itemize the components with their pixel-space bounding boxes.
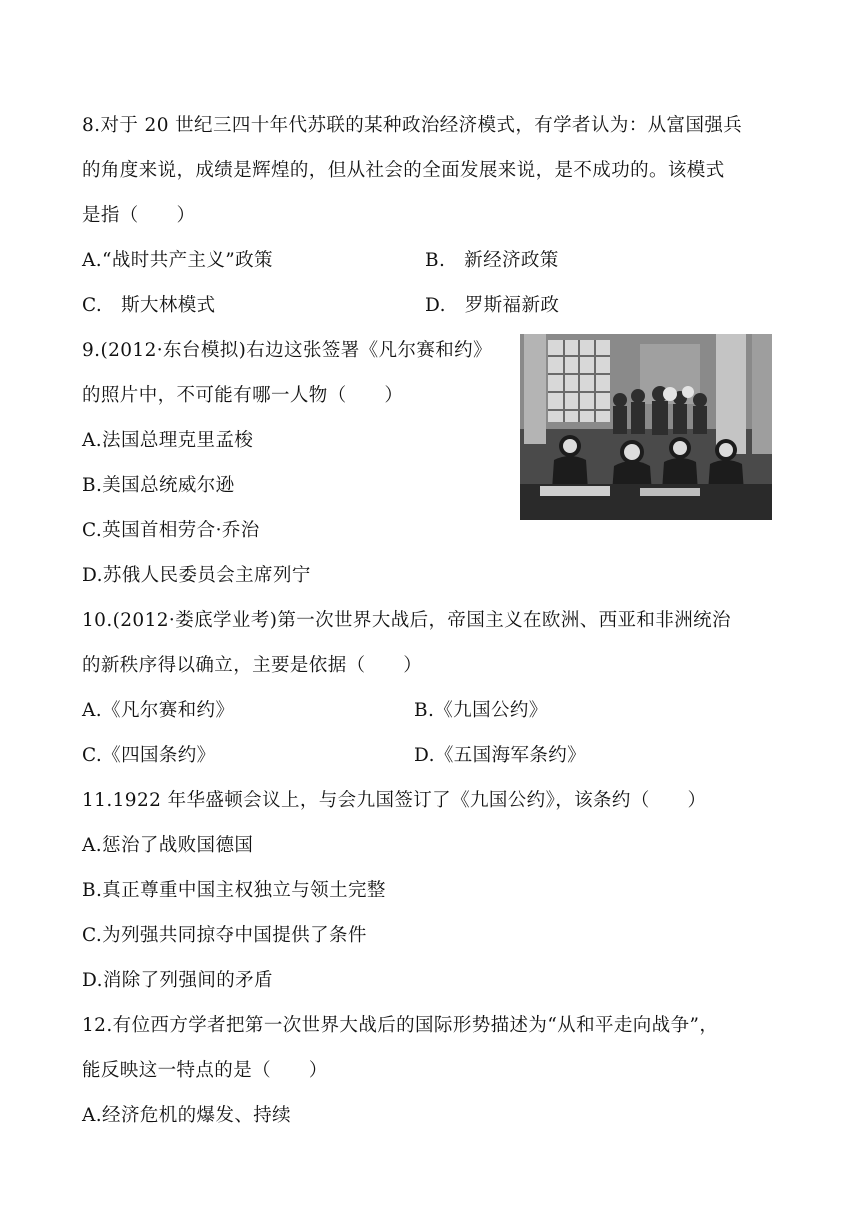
versailles-signing-photo	[520, 334, 772, 520]
q11-option-a: A.惩治了战败国德国	[82, 835, 254, 856]
q9-option-d: D.苏俄人民委员会主席列宁	[82, 565, 311, 586]
q8-option-b: B. 新经济政策	[425, 250, 559, 271]
q9-option-b: B.美国总统威尔逊	[82, 475, 235, 496]
q10-option-c: C.《四国条约》	[82, 745, 216, 766]
q9-option-c: C.英国首相劳合·乔治	[82, 520, 260, 541]
q8-option-d: D. 罗斯福新政	[425, 295, 560, 316]
q9-stem-line2: 的照片中，不可能有哪一人物（ ）	[82, 385, 404, 406]
q8-stem-line1: 8.对于 20 世纪三四十年代苏联的某种政治经济模式，有学者认为：从富国强兵	[82, 115, 743, 136]
q8-stem-line3: 是指（ ）	[82, 205, 196, 226]
q11-option-b: B.真正尊重中国主权独立与领土完整	[82, 880, 386, 901]
q10-option-b: B.《九国公约》	[414, 700, 548, 721]
q9-option-a: A.法国总理克里孟梭	[82, 430, 254, 451]
q9-stem-line1: 9.(2012·东台模拟)右边这张签署《凡尔赛和约》	[82, 340, 492, 361]
q10-stem-line1: 10.(2012·娄底学业考)第一次世界大战后，帝国主义在欧洲、西亚和非洲统治	[82, 610, 731, 631]
q10-stem-line2: 的新秩序得以确立，主要是依据（ ）	[82, 655, 423, 676]
q12-stem-line1: 12.有位西方学者把第一次世界大战后的国际形势描述为“从和平走向战争”，	[82, 1015, 719, 1036]
q8-option-a: A.“战时共产主义”政策	[82, 250, 273, 271]
q8-stem-line2: 的角度来说，成绩是辉煌的，但从社会的全面发展来说，是不成功的。该模式	[82, 160, 725, 181]
q11-option-d: D.消除了列强间的矛盾	[82, 970, 273, 991]
q12-stem-line2: 能反映这一特点的是（ ）	[82, 1060, 328, 1081]
q8-option-c: C. 斯大林模式	[82, 295, 216, 316]
q11-option-c: C.为列强共同掠夺中国提供了条件	[82, 925, 367, 946]
q11-stem-line1: 11.1922 年华盛顿会议上，与会九国签订了《九国公约》，该条约（ ）	[82, 790, 707, 811]
q10-option-a: A.《凡尔赛和约》	[82, 700, 235, 721]
q12-option-a: A.经济危机的爆发、持续	[82, 1105, 292, 1126]
q10-option-d: D.《五国海军条约》	[414, 745, 587, 766]
